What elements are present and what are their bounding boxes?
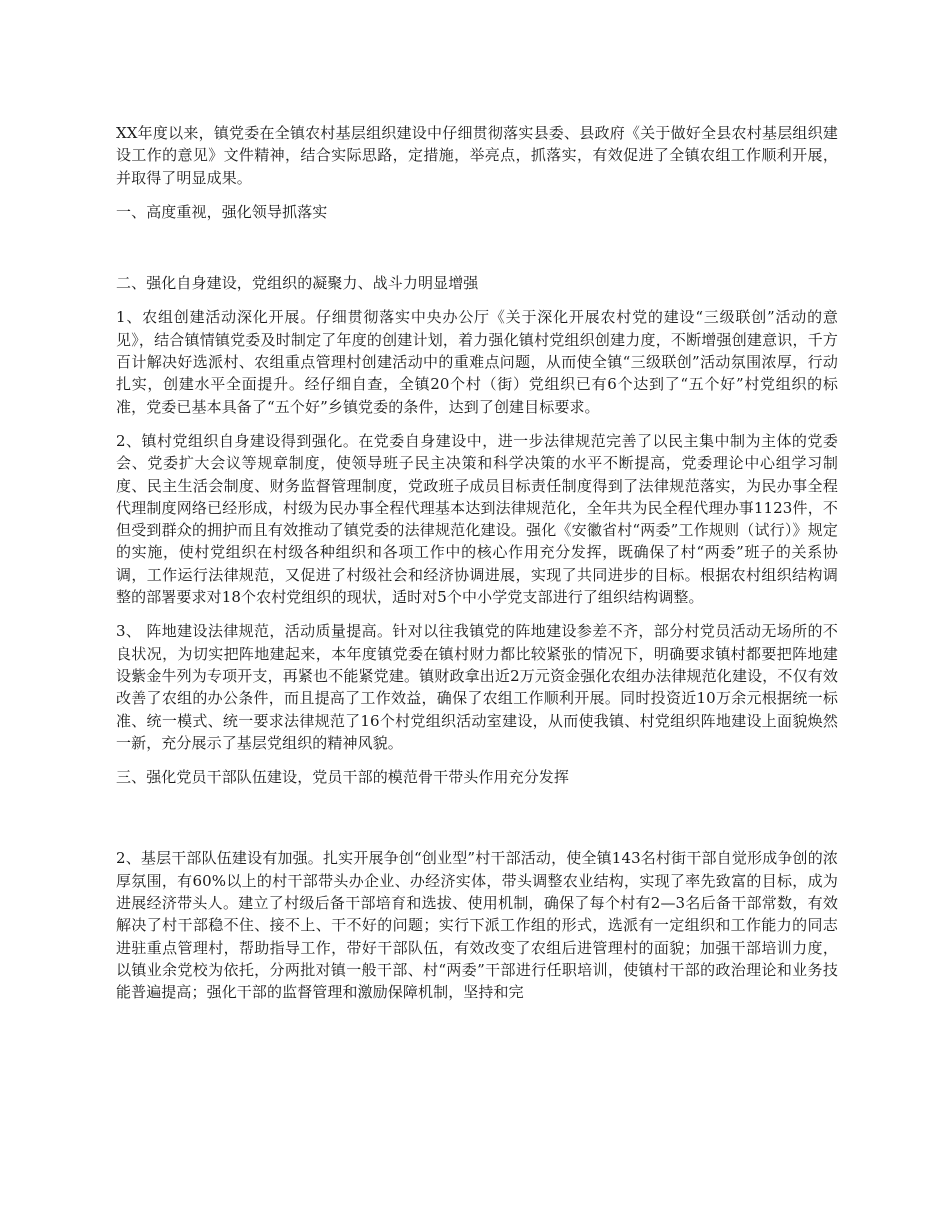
paragraph-3: 3、 阵地建设法律规范，活动质量提高。针对以往我镇党的阵地建设参差不齐，部分村党员活动无场所的不良状况，为切实把阵地建起来，本年度镇党委在镇村财力都比较紧张的情况下，明确要求镇村都要把阵地建设紫金牛列为专项开支，再紧也不能紧党建。镇财政拿出近2万元资金强化农组办法律规范化建设，不仅有效改善了农组的办公条件，而且提高了工作效益，确保了农组工作顺利开展。同时投资近10万余元根据统一标准、统一模式、统一要求法律规范了16个村党组织活动室建设，从而使我镇、村党组织阵地建设上面貌焕然一新，充分展示了基层党组织的精神风貌。 xyxy=(116,622,838,752)
paragraph-2: 2、镇村党组织自身建设得到强化。在党委自身建设中，进一步法律规范完善了以民主集中制为主体的党委会、党委扩大会议等规章制度，使领导班子民主决策和科学决策的水平不断提高，党委理论中心组学习制度、民主生活会制度、财务监督管理制度，党政班子成员目标责任制度得到了法律规范落实，为民办事全程代理制度网络已经形成，村级为民办事全程代理基本达到法律规范化，全年共为民全程代理办事1123件，不但受到群众的拥护而且有效推动了镇党委的法律规范化建设。强化《安徽省村“两委”工作规则（试行）》规定的实施，使村党组织在村级各种组织和各项工作中的核心作用充分发挥，既确保了村“两委”班子的关系协调，工作运行法律规范，又促进了村级社会和经济协调进展，实现了共同进步的目标。根据农村组织结构调整的部署要求对18个农村党组织的现状，适时对5个中小学党支部进行了组织结构调整。 xyxy=(116,431,838,607)
paragraph-1: 1、农组创建活动深化开展。仔细贯彻落实中央办公厅《关于深化开展农村党的建设“三级联创”活动的意见》，结合镇情镇党委及时制定了年度的创建计划，着力强化镇村党组织创建力度，不断增强创建意识，千方百计解决好选派村、农组重点管理村创建活动中的重难点问题，从而使全镇“三级联创”活动氛围浓厚，行动扎实，创建水平全面提升。经仔细自查，全镇20个村（街）党组织已有6个达到了“五个好”村党组织的标准，党委已基本具备了“五个好”乡镇党委的条件，达到了创建目标要求。 xyxy=(116,308,838,416)
section-heading-1: 一、高度重视，强化领导抓落实 xyxy=(116,202,328,221)
section-heading-3: 三、强化党员干部队伍建设，党员干部的模范骨干带头作用充分发挥 xyxy=(116,768,570,787)
document-body xyxy=(116,122,838,1016)
intro-paragraph: XX年度以来，镇党委在全镇农村基层组织建设中仔细贯彻落实县委、县政府《关于做好全县农村基层组织建设工作的意见》文件精神，结合实际思路，定措施，举亮点，抓落实，有效促进了全镇农组工作顺利开展，并取得了明显成果。 xyxy=(116,124,838,187)
spacer xyxy=(116,235,838,272)
paragraph-4: 2、基层干部队伍建设有加强。扎实开展争创“创业型”村干部活动，使全镇143名村街干部自觉形成争创的浓厚氛围，有60%以上的村干部带头办企业、办经济实体，带头调整农业结构，实现了率先致富的目标，成为进展经济带头人。建立了村级后备干部培育和选拔、使用机制，确保了每个村有2—3名后备干部常数，有效解决了村干部稳不住、接不上、干不好的问题；实行下派工作组的形式，选派有一定组织和工作能力的同志进驻重点管理村，帮助指导工作，带好干部队伍，有效改变了农组后进管理村的面貌；加强干部培训力度，以镇业余党校为依托，分两批对镇一般干部、村“两委”干部进行任职培训，使镇村干部的政治理论和业务技能普遍提高；强化干部的监督管理和激励保障机制，坚持和完 xyxy=(116,849,838,1002)
spacer xyxy=(116,800,838,847)
section-heading-2: 二、强化自身建设，党组织的凝聚力、战斗力明显增强 xyxy=(116,274,479,293)
